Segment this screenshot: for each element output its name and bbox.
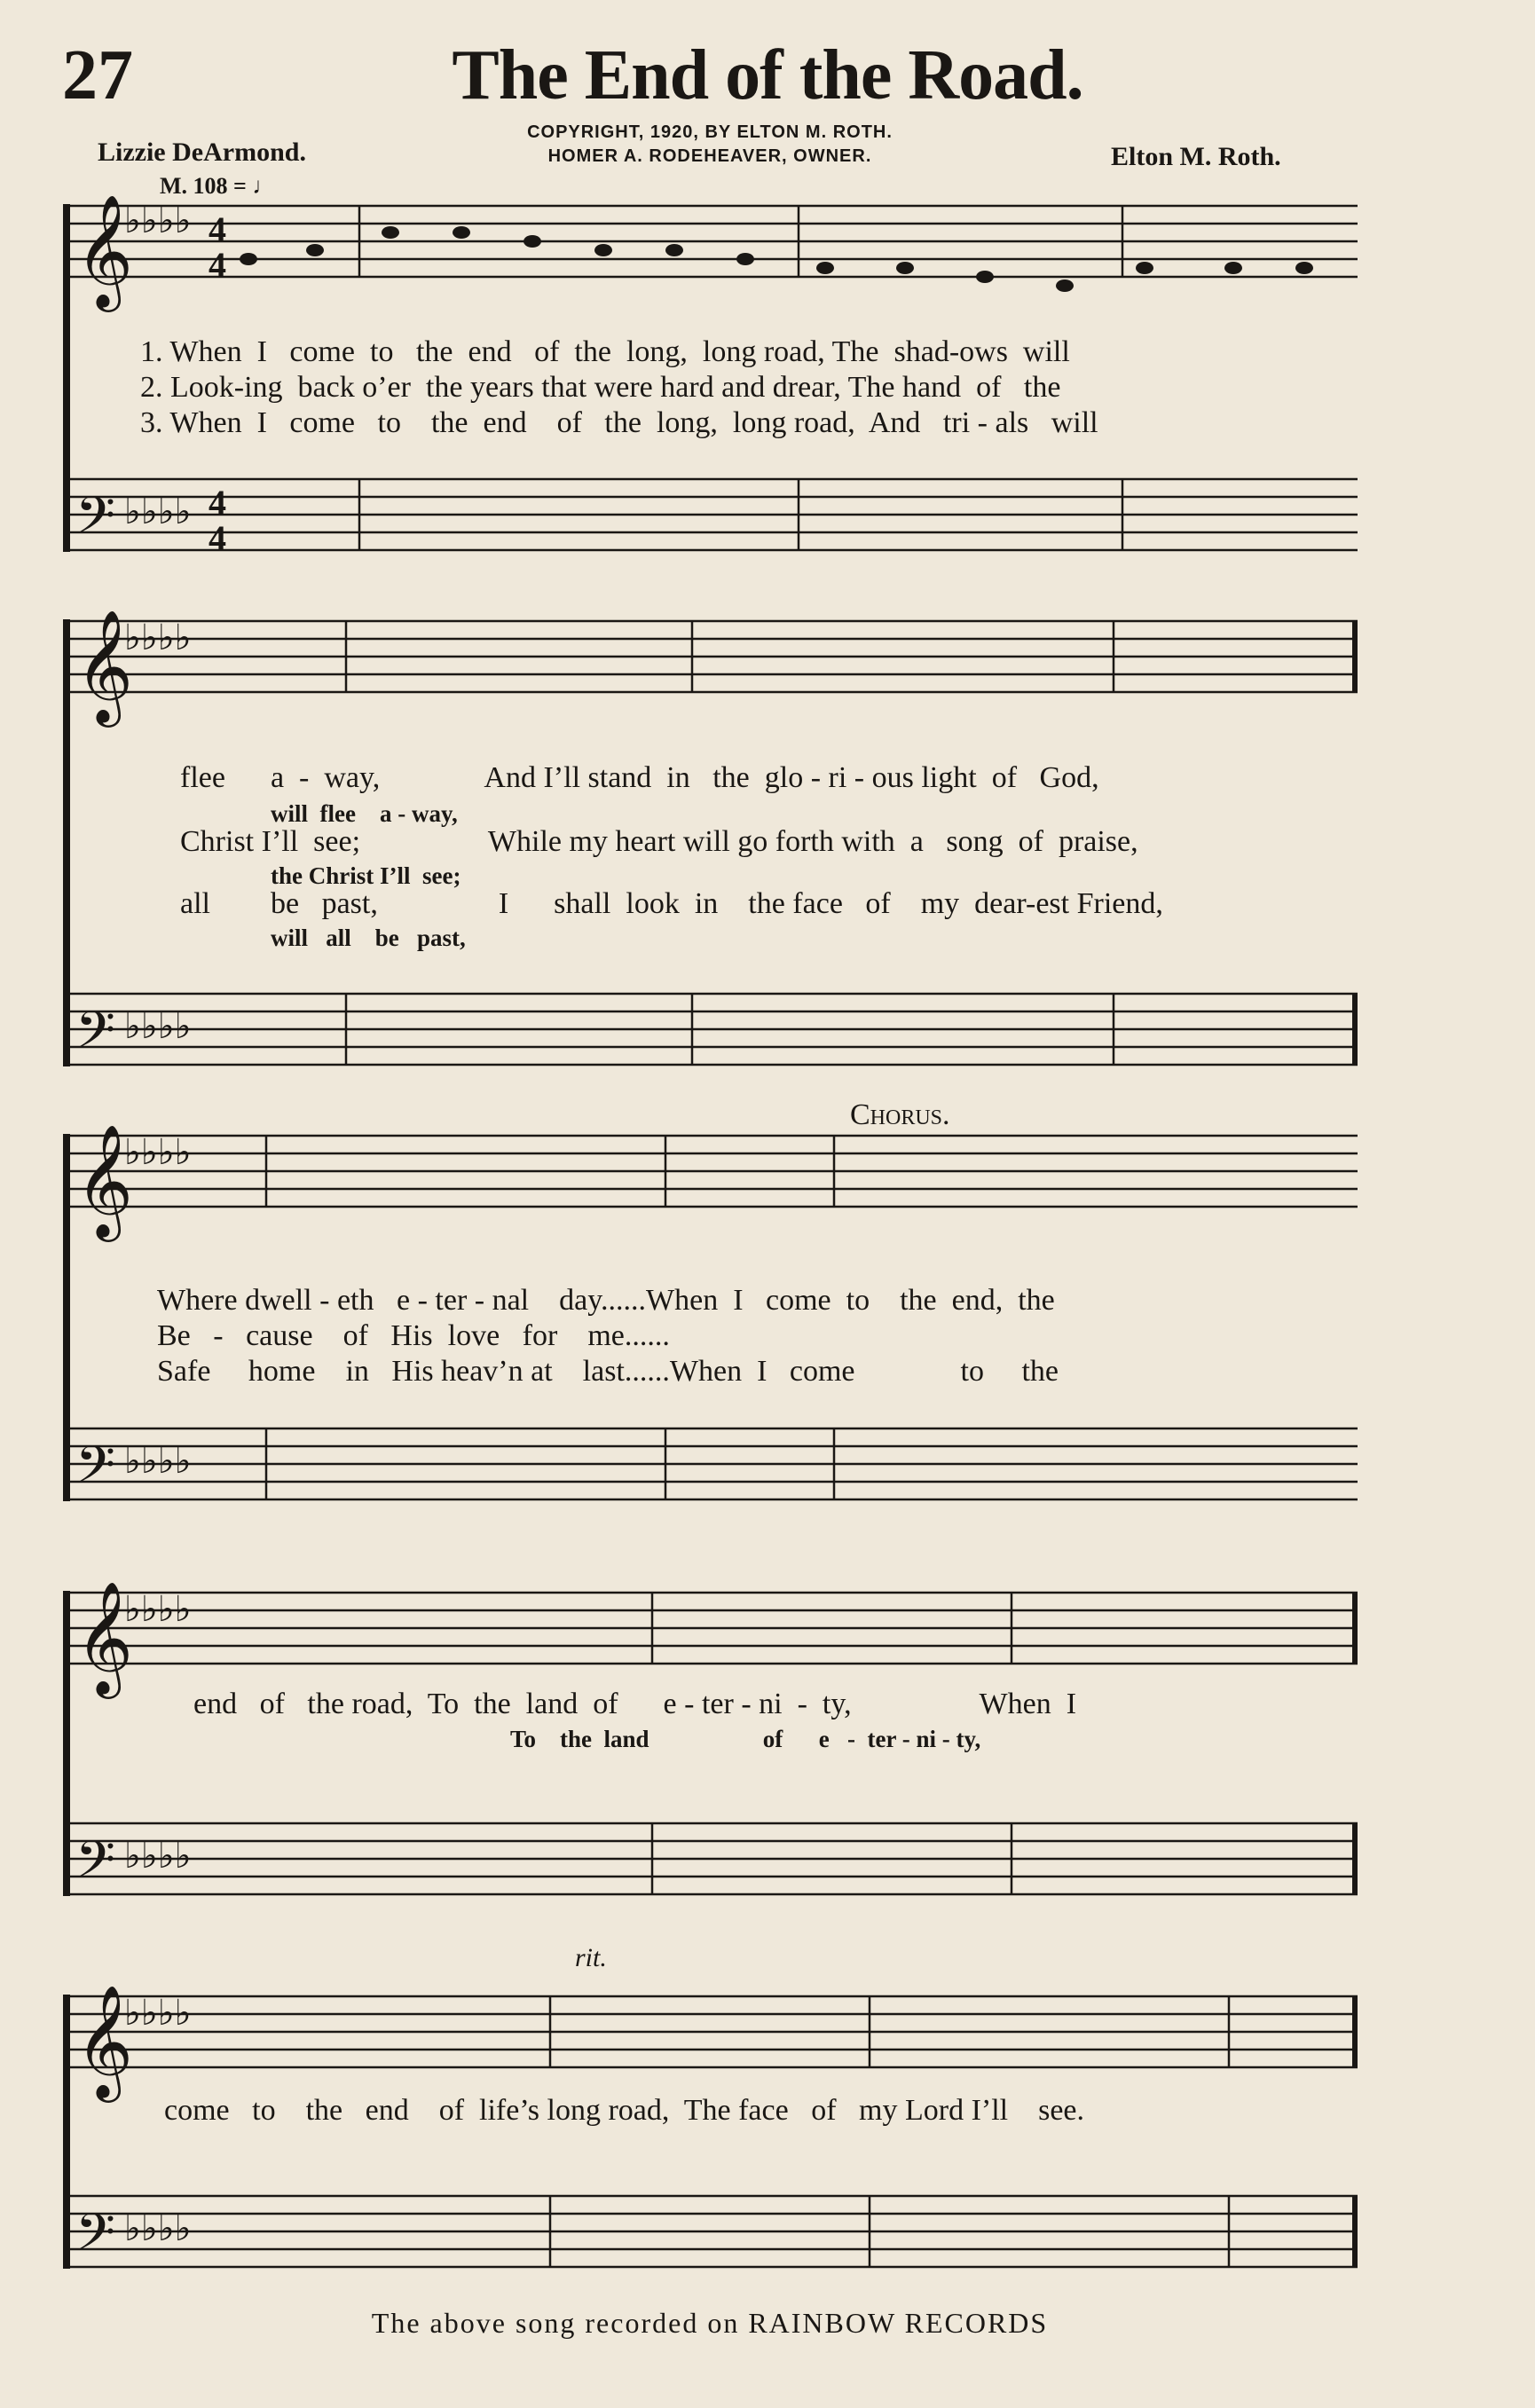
lyric-verse-1-line-2-alt: will flee a - way, [271,800,458,827]
svg-text:♭♭♭♭: ♭♭♭♭ [124,618,192,658]
svg-text:𝄢: 𝄢 [75,485,116,558]
system-2-bass-staff [67,994,1358,1065]
lyric-verse-3-line-2: all be past, I shall look in the face of my dear-est Friend, [180,887,1163,920]
svg-text:𝄢: 𝄢 [75,1830,116,1902]
lyric-verse-3-line-3: Safe home in His heav’n at last......When I come to the [157,1355,1059,1388]
lyric-verse-3-line-2-alt: will all be past, [271,925,466,951]
svg-text:♭♭♭♭: ♭♭♭♭ [124,2208,192,2249]
copyright-line-2: HOMER A. RODEHEAVER, OWNER. [547,146,872,166]
svg-text:𝄞: 𝄞 [75,193,134,307]
svg-text:4: 4 [209,245,226,285]
svg-text:♭♭♭♭: ♭♭♭♭ [124,1441,192,1482]
lyric-verse-1-line-1: 1. When I come to the end of the long, long road, The shad-ows will [140,335,1070,368]
svg-text:♭♭♭♭: ♭♭♭♭ [124,1993,192,2034]
svg-text:𝄞: 𝄞 [75,1984,134,2097]
system-4-treble-staff [67,1593,1358,1664]
svg-text:4: 4 [209,483,226,523]
chorus-label: Chorus. [850,1098,950,1131]
svg-text:𝄞: 𝄞 [75,1123,134,1237]
system-3-bass-staff [67,1428,1358,1499]
svg-text:𝄢: 𝄢 [75,1000,116,1073]
hymn-number: 27 [62,36,133,114]
recording-footer: The above song recorded on RAINBOW RECORDS [371,2307,1049,2339]
svg-text:𝄞: 𝄞 [75,1580,134,1694]
key-signatures [124,201,191,2249]
lyric-verse-2-line-3: Be - cause of His love for me...... [157,1319,670,1352]
system-3-treble-staff [67,1136,1358,1207]
lyric-verse-3-line-1: 3. When I come to the end of the long, long road, And tri - als will [140,406,1098,439]
lyric-verse-2-line-2-alt: the Christ I’ll see; [271,862,461,889]
lyricist: Lizzie DeArmond. [98,138,306,167]
system-2-treble-staff [67,621,1358,692]
lyric-verse-1-line-3: Where dwell - eth e - ter - nal day......When I come to the end, the [157,1284,1055,1317]
lyric-chorus-line-1-alt: To the land of e - ter - ni - ty, [510,1726,981,1752]
svg-text:4: 4 [209,209,226,249]
lyric-verse-1-line-2: flee a - way, And I’ll stand in the glo - ri - ous light of God, [180,761,1099,794]
svg-text:♭♭♭♭: ♭♭♭♭ [124,201,192,241]
svg-text:𝄢: 𝄢 [75,1435,116,1507]
system-1-treble-staff [67,206,1358,277]
lyric-verse-2-line-1: 2. Look-ing back o’er the years that were hard and drear, The hand of the [140,371,1061,404]
composer: Elton M. Roth. [1111,142,1281,171]
hymn-title: The End of the Road. [452,36,1083,114]
svg-text:♭♭♭♭: ♭♭♭♭ [124,1589,192,1630]
lyric-chorus-line-2: come to the end of life’s long road, The face of my Lord I’ll see. [164,2094,1085,2127]
svg-text:4: 4 [209,518,226,558]
system-5-bass-staff [67,2196,1358,2267]
lyric-chorus-line-1: end of the road, To the land of e - ter - ni - ty, When I [193,1688,1077,1720]
svg-text:♭♭♭♭: ♭♭♭♭ [124,1006,192,1047]
ritardando-marking: rit. [575,1943,607,1972]
system-4-bass-staff [67,1823,1358,1894]
system-5-treble-staff [67,1996,1358,2067]
svg-text:♭♭♭♭: ♭♭♭♭ [124,1836,192,1877]
svg-text:♭♭♭♭: ♭♭♭♭ [124,492,192,532]
svg-text:𝄢: 𝄢 [75,2202,116,2275]
lyric-verse-2-line-2: Christ I’ll see; While my heart will go forth with a song of praise, [180,825,1138,858]
svg-text:𝄞: 𝄞 [75,609,134,722]
system-1-bass-staff [67,479,1358,550]
tempo-marking: M. 108 = ♩ [160,173,276,199]
svg-text:♭♭♭♭: ♭♭♭♭ [124,1132,192,1173]
copyright-line-1: COPYRIGHT, 1920, BY ELTON M. ROTH. [527,122,893,142]
